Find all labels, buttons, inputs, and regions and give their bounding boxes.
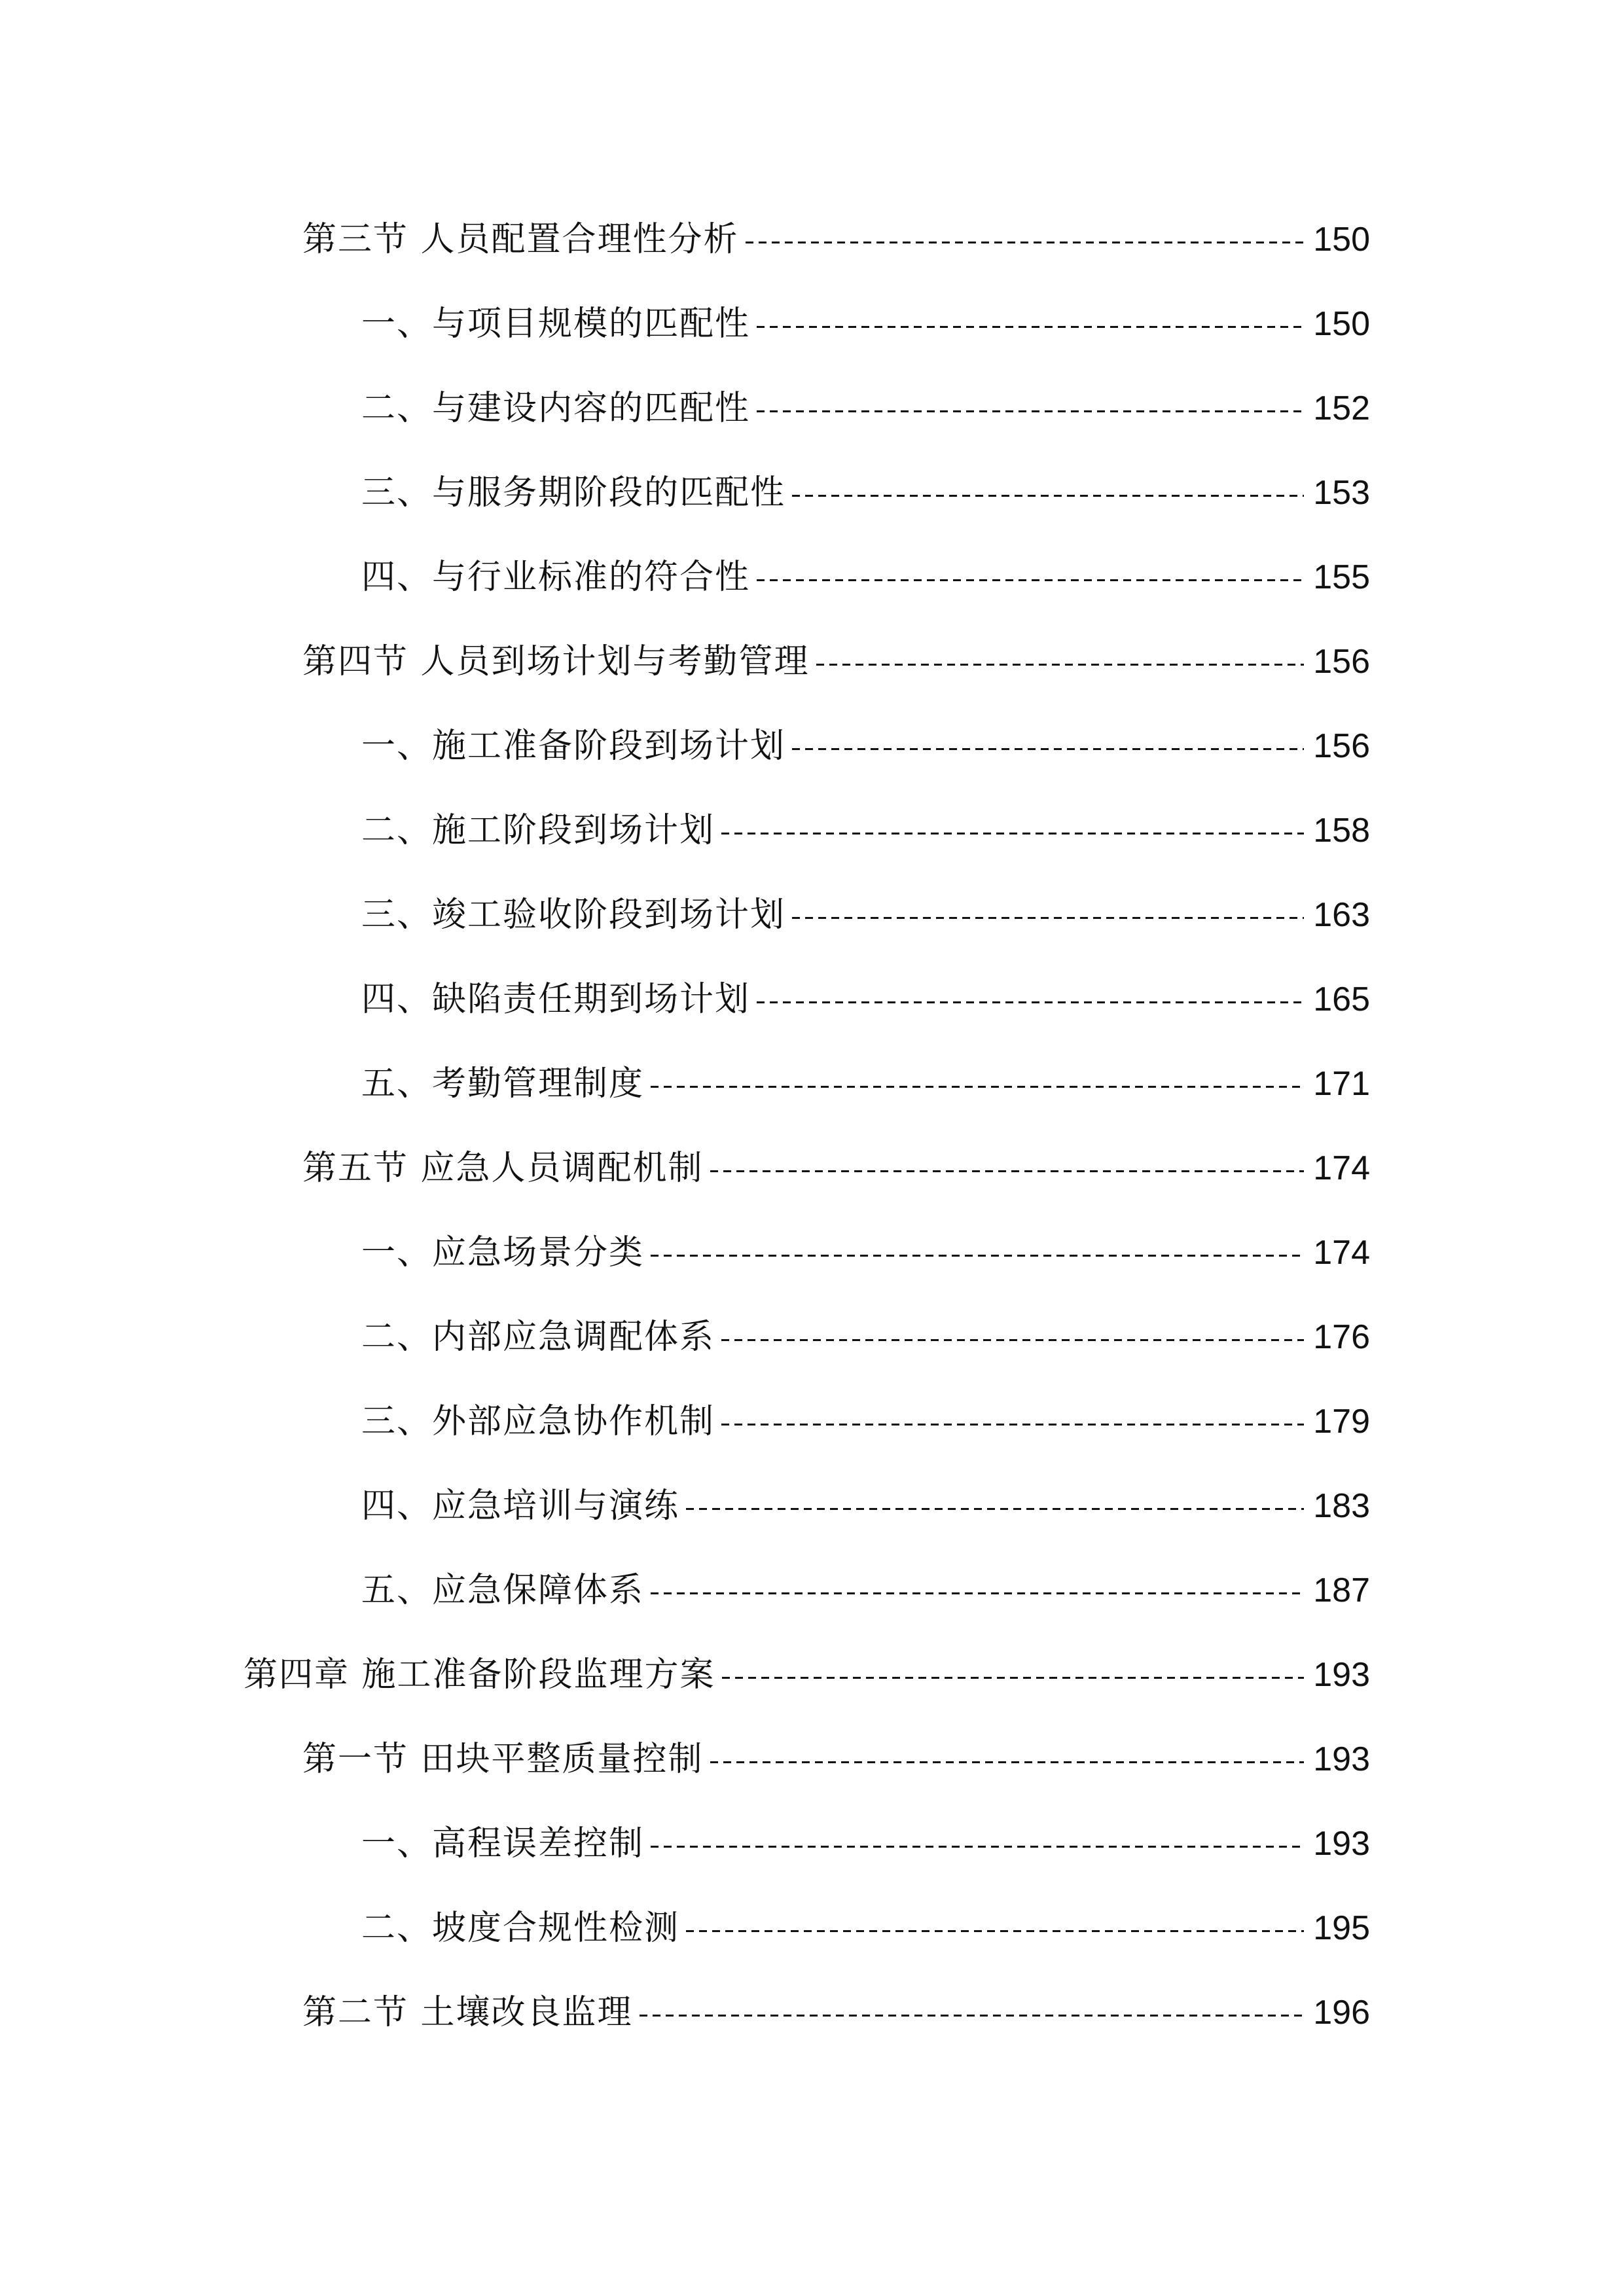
toc-leader-dots <box>710 1761 1305 1763</box>
toc-entry-title: 第四节 人员到场计划与考勤管理 <box>302 642 810 681</box>
toc-leader-dots <box>686 1930 1304 1932</box>
toc-entry-title: 四、缺陷责任期到场计划 <box>361 980 751 1019</box>
toc-entry-subsection[interactable] <box>361 1058 1370 1110</box>
toc-entry-page: 171 <box>1313 1065 1370 1103</box>
toc-leader-dots <box>686 1508 1304 1510</box>
toc-entry-page: 152 <box>1313 389 1370 427</box>
toc-entry-subsection[interactable] <box>361 1395 1370 1448</box>
toc-entry-section[interactable] <box>302 1733 1370 1785</box>
toc-entry-subsection[interactable] <box>361 720 1370 772</box>
toc-entry-page: 196 <box>1313 1994 1370 2032</box>
toc-entry-page: 193 <box>1313 1825 1370 1863</box>
toc-entry-subsection[interactable] <box>361 382 1370 435</box>
toc-entry-title: 三、竣工验收阶段到场计划 <box>361 895 786 935</box>
toc-entry-page: 176 <box>1313 1318 1370 1356</box>
toc-leader-dots <box>746 242 1305 243</box>
toc-entry-subsection[interactable] <box>361 1311 1370 1363</box>
toc-entry-page: 193 <box>1313 1656 1370 1694</box>
toc-entry-page: 153 <box>1313 474 1370 512</box>
toc-entry-title: 第四章 施工准备阶段监理方案 <box>244 1655 715 1695</box>
toc-entry-page: 174 <box>1313 1149 1370 1187</box>
toc-entry-page: 165 <box>1313 980 1370 1018</box>
toc-entry-title: 二、与建设内容的匹配性 <box>361 389 751 428</box>
toc-leader-dots <box>792 917 1304 919</box>
toc-entry-title: 一、施工准备阶段到场计划 <box>361 726 786 766</box>
toc-entry-title: 第五节 应急人员调配机制 <box>302 1149 704 1188</box>
toc-entry-subsection[interactable] <box>361 1818 1370 1870</box>
toc-entry-subsection[interactable] <box>361 1902 1370 1954</box>
toc-entry-section[interactable] <box>302 1142 1370 1194</box>
toc-entry-title: 三、与服务期阶段的匹配性 <box>361 473 786 512</box>
toc-leader-dots <box>757 579 1304 581</box>
toc-entry-subsection[interactable] <box>361 804 1370 857</box>
toc-entry-title: 第二节 土壤改良监理 <box>302 1993 633 2032</box>
toc-entry-page: 163 <box>1313 896 1370 934</box>
toc-entry-chapter[interactable] <box>244 1649 1370 1701</box>
toc-leader-dots <box>792 748 1304 750</box>
toc-entry-page: 179 <box>1313 1403 1370 1441</box>
toc-entry-page: 150 <box>1313 221 1370 259</box>
toc-leader-dots <box>651 1846 1304 1848</box>
toc-entry-page: 156 <box>1313 727 1370 765</box>
toc-leader-dots <box>722 1677 1305 1679</box>
toc-leader-dots <box>757 326 1304 328</box>
toc-entry-title: 四、应急培训与演练 <box>361 1486 680 1526</box>
toc-entry-title: 一、高程误差控制 <box>361 1824 645 1863</box>
toc-entry-subsection[interactable] <box>361 889 1370 941</box>
toc-leader-dots <box>651 1086 1304 1088</box>
toc-entry-title: 二、坡度合规性检测 <box>361 1909 680 1948</box>
toc-entry-title: 三、外部应急协作机制 <box>361 1402 715 1441</box>
toc-entry-title: 第三节 人员配置合理性分析 <box>302 220 739 259</box>
toc-leader-dots <box>651 1255 1304 1257</box>
toc-leader-dots <box>721 1339 1304 1341</box>
toc-leader-dots <box>721 1424 1304 1426</box>
toc-entry-subsection[interactable] <box>361 551 1370 603</box>
toc-entry-page: 193 <box>1313 1740 1370 1778</box>
toc-leader-dots <box>721 833 1304 834</box>
toc-entry-page: 150 <box>1313 305 1370 343</box>
toc-leader-dots <box>651 1592 1304 1594</box>
toc-entry-title: 五、考勤管理制度 <box>361 1064 645 1103</box>
toc-entry-title: 一、应急场景分类 <box>361 1233 645 1272</box>
toc-entry-page: 155 <box>1313 558 1370 596</box>
toc-entry-title: 第一节 田块平整质量控制 <box>302 1740 704 1779</box>
toc-entry-page: 187 <box>1313 1571 1370 1609</box>
toc-entry-section[interactable] <box>302 213 1370 266</box>
toc-entry-subsection[interactable] <box>361 298 1370 350</box>
toc-entry-page: 183 <box>1313 1487 1370 1525</box>
toc-entry-title: 四、与行业标准的符合性 <box>361 558 751 597</box>
toc-entry-subsection[interactable] <box>361 467 1370 519</box>
toc-leader-dots <box>792 495 1304 497</box>
toc-entry-page: 174 <box>1313 1234 1370 1272</box>
toc-leader-dots <box>757 1001 1304 1003</box>
toc-leader-dots <box>757 410 1304 412</box>
toc-entry-title: 二、内部应急调配体系 <box>361 1318 715 1357</box>
toc-entry-subsection[interactable] <box>361 973 1370 1026</box>
toc-leader-dots <box>710 1170 1305 1172</box>
toc-entry-section[interactable] <box>302 1986 1370 2039</box>
toc-entry-page: 195 <box>1313 1909 1370 1947</box>
toc-entry-page: 156 <box>1313 643 1370 681</box>
toc-entry-section[interactable] <box>302 636 1370 688</box>
toc-entry-title: 二、施工阶段到场计划 <box>361 811 715 850</box>
toc-entry-title: 五、应急保障体系 <box>361 1571 645 1610</box>
toc-entry-page: 158 <box>1313 812 1370 850</box>
toc-leader-dots <box>640 2015 1305 2017</box>
toc-leader-dots <box>816 664 1305 666</box>
toc-entry-subsection[interactable] <box>361 1480 1370 1532</box>
toc-entry-title: 一、与项目规模的匹配性 <box>361 304 751 344</box>
toc-entry-subsection[interactable] <box>361 1564 1370 1617</box>
toc-entry-subsection[interactable] <box>361 1227 1370 1279</box>
